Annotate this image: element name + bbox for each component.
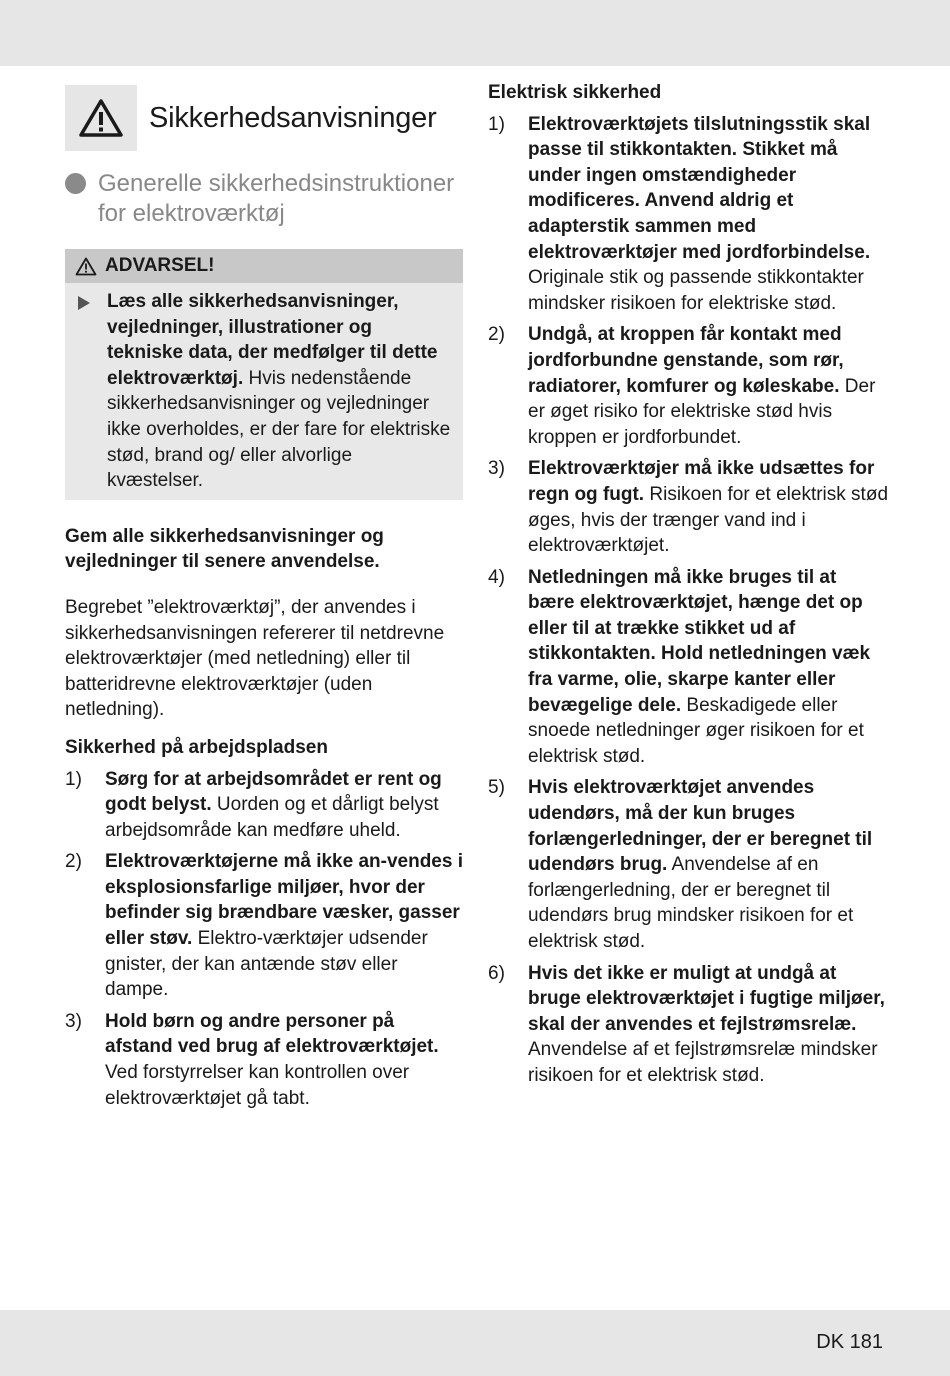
item-number: 1) (488, 113, 505, 135)
warning-label: ADVARSEL! (105, 255, 215, 276)
warning-body (65, 283, 463, 500)
warning-box (65, 249, 463, 500)
item-plain: Beskadigede eller snoede netledninger øger risikoen for et elektrisk stød. (528, 694, 864, 767)
item-text (105, 1009, 463, 1111)
warning-header (65, 249, 463, 283)
item-plain: Ved forstyrrelser kan kontrollen over elektroværktøjet gå tabt. (105, 1062, 410, 1109)
page-title: Sikkerhedsanvisninger (149, 101, 437, 134)
header-band (0, 0, 950, 66)
item-number: 2) (488, 324, 505, 346)
item-bold: Hvis det ikke er muligt at undgå at bruge elektroværktøjet i fugtige miljøer, skal der anvendes et fejlstrømsrelæ. (528, 962, 885, 1035)
item-bold: Hvis elektroværktøjet anvendes udendørs, må der kun bruges forlængerledninger, der er beregnet til udendørs brug. (528, 777, 873, 876)
list-item (488, 456, 888, 558)
item-plain: Anvendelse af et fejlstrømsrelæ mindsker risikoen for et elektrisk stød. (528, 1039, 878, 1086)
footer-band (0, 1310, 950, 1376)
item-bold: Netledningen må ikke bruges til at bære elektroværktøjet, hænge det op eller til at trække stikket ud af stikkontakten. Hold netledningen væk fra varme, olie, skarpe kanter eller bevægelige dele. (528, 566, 871, 716)
definition-paragraph: Begrebet ”elektroværktøj”, der anvendes i sikkerhedsanvisningen refererer til netdrevne elektroværktøjer (med netledning) eller til batteridrevne elektroværktøjer (uden netledning). (65, 596, 445, 721)
play-arrow-icon (77, 289, 107, 494)
item-bold: Hold børn og andre personer på afstand ved brug af elektroværktøjet. (105, 1010, 439, 1058)
left-column (65, 85, 463, 1117)
item-number: 3) (488, 458, 505, 480)
item-number: 6) (488, 962, 505, 984)
item-plain: Risikoen for et elektrisk stød øges, hvis der trænger vand ind i elektroværktøjet. (528, 483, 889, 557)
title-row (65, 85, 463, 151)
list-item (488, 565, 888, 770)
item-plain: Elektro-værktøjer udsender gnister, der kan antænde støv eller dampe. (105, 928, 428, 1001)
item-text (528, 961, 888, 1089)
item-bold: Elektroværktøjer må ikke udsættes for regn og fugt. (528, 458, 875, 505)
warning-plain-text: Hvis nedenstående sikkerhedsanvisninger og vejledninger ikke overholdes, er der fare for elektriske stød, brand og/ eller alvorlige kvæstelser. (107, 367, 451, 492)
list-item (65, 767, 463, 844)
right-column (488, 80, 888, 1095)
item-number: 5) (488, 777, 505, 799)
item-text (105, 767, 463, 844)
item-plain: Uorden og et dårligt belyst arbejdsområde kan medføre uheld. (105, 794, 439, 841)
item-bold: Elektroværktøjerne må ikke an-vendes i eksplosionsfarlige miljøer, hvor der befinder sig brændbare væsker, gasser eller støv. (105, 851, 463, 950)
section-heading-text: Generelle sikkerhedsinstruktioner for elektroværktøj (98, 170, 455, 227)
page-number: DK 181 (816, 1331, 883, 1353)
list-item (488, 775, 888, 954)
item-text (528, 775, 888, 954)
bullet-dot-icon (65, 173, 86, 194)
warning-text (107, 289, 453, 494)
list-item (488, 112, 888, 317)
item-text (528, 322, 888, 450)
item-bold: Undgå, at kroppen får kontakt med jordforbundne genstande, som rør, radiatorer, komfurer og køleskabe. (528, 324, 844, 397)
item-text (105, 849, 463, 1003)
item-text (528, 456, 888, 558)
item-number: 1) (65, 768, 82, 790)
item-text (528, 112, 888, 317)
item-text (528, 565, 888, 770)
list-item (65, 1009, 463, 1111)
warning-triangle-icon (75, 257, 97, 276)
keep-instructions: Gem alle sikkerhedsanvisninger og vejledninger til senere anvendelse. (65, 525, 384, 573)
list-item (65, 849, 463, 1003)
item-plain: Anvendelse af en forlængerledning, der er beregnet til udendørs brug mindsker risikoen for et elektrisk stød. (528, 854, 854, 952)
electrical-heading: Elektrisk sikkerhed (488, 82, 662, 103)
item-number: 4) (488, 566, 505, 588)
warning-triangle-icon (65, 85, 137, 151)
item-plain: Der er øget risiko for elektriske stød hvis kroppen er jordforbundet. (528, 375, 876, 448)
item-plain: Originale stik og passende stikkontakter mindsker risikoen for elektriske stød. (528, 267, 864, 314)
section-heading (65, 169, 463, 229)
item-bold: Sørg for at arbejdsområdet er rent og godt belyst. (105, 768, 442, 816)
list-item (488, 961, 888, 1089)
list-item (488, 322, 888, 450)
warning-bold-text: Læs alle sikkerhedsanvisninger, vejledninger, illustrationer og tekniske data, der medfølger til dette elektroværktøj. (107, 291, 438, 389)
workplace-heading: Sikkerhed på arbejdspladsen (65, 736, 328, 758)
item-number: 3) (65, 1010, 82, 1032)
item-bold: Elektroværktøjets tilslutningsstik skal passe til stikkontakten. Stikket må under ingen omstændigheder modificeres. Anvend aldrig et adapterstik sammen med elektroværktøjer med jordforbindelse. (528, 113, 871, 263)
item-number: 2) (65, 851, 82, 873)
